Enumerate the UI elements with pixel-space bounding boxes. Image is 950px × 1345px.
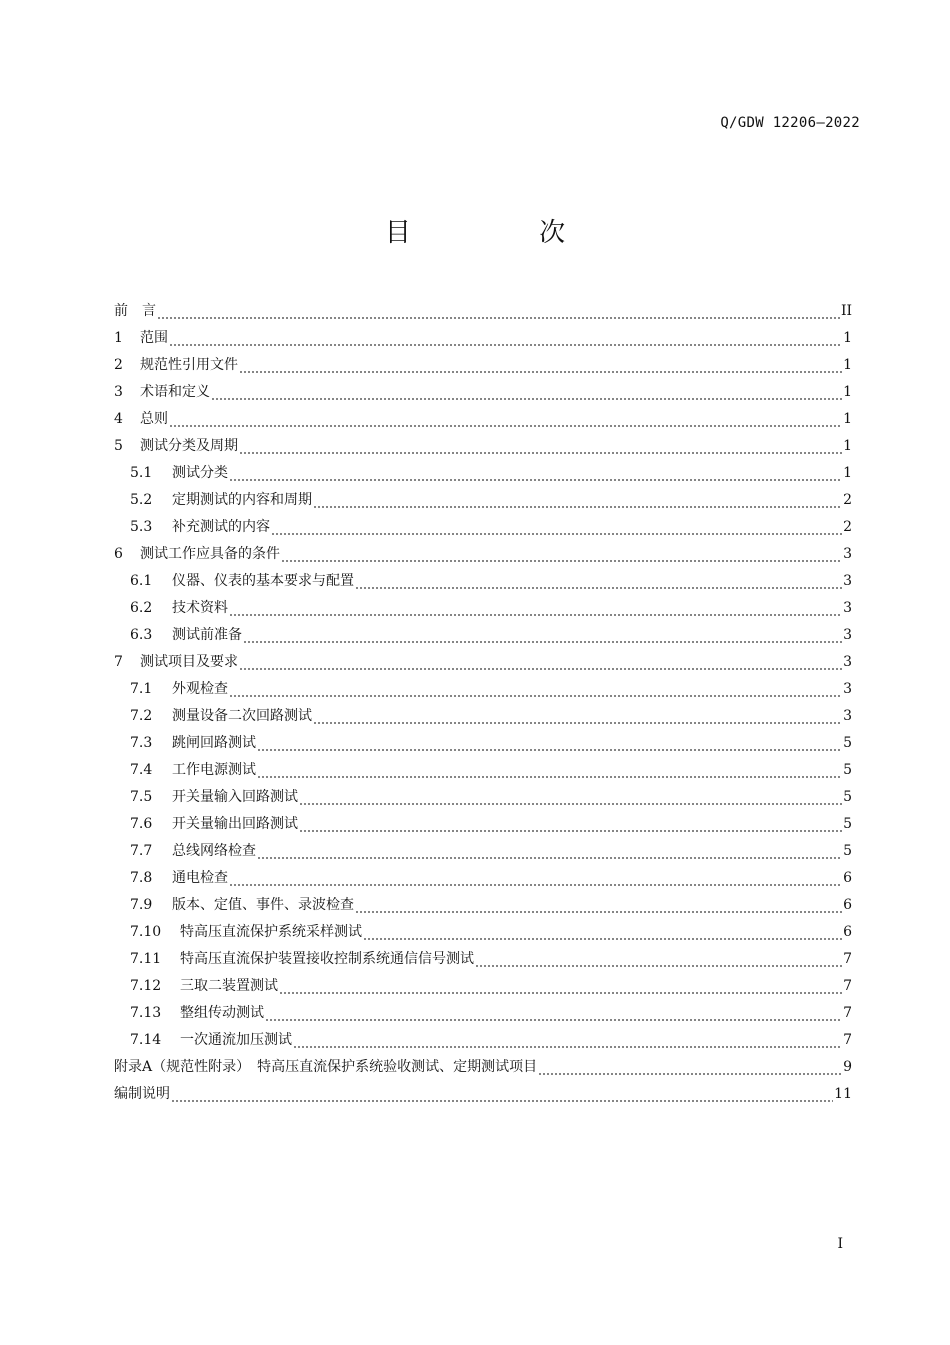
toc-entry[interactable] (114, 1081, 852, 1108)
toc-entry-label: 补充测试的内容 (172, 519, 270, 535)
toc-dot-leader (229, 595, 842, 622)
toc-entry-number: 6.2 (130, 600, 153, 616)
toc-entry[interactable] (114, 703, 852, 730)
toc-entry-number: 4 (114, 411, 123, 427)
toc-entry-page: 11 (834, 1086, 852, 1102)
toc-entry-page: 9 (843, 1059, 852, 1075)
toc-entry-number: 3 (114, 384, 123, 400)
toc-dot-leader (169, 325, 842, 352)
toc-entry-page: 3 (843, 708, 852, 724)
toc-entry-label: 术语和定义 (140, 384, 210, 400)
toc-dot-leader (299, 811, 842, 838)
toc-entry-number: 7 (114, 654, 123, 670)
toc-entry-page: 5 (843, 762, 852, 778)
toc-entry-page: 3 (843, 654, 852, 670)
toc-entry-number: 7.13 (130, 1005, 162, 1021)
toc-entry-label: 特高压直流保护装置接收控制系统通信信号测试 (180, 951, 474, 967)
toc-entry-number: 5 (114, 438, 123, 454)
toc-entry-page: 3 (843, 600, 852, 616)
toc-dot-leader (243, 622, 842, 649)
toc-dot-leader (279, 973, 842, 1000)
toc-entry-page: 5 (843, 735, 852, 751)
toc-entry[interactable] (114, 298, 852, 325)
toc-entry[interactable] (114, 379, 852, 406)
toc-dot-leader (239, 649, 842, 676)
toc-dot-leader (281, 541, 842, 568)
toc-entry[interactable] (114, 676, 852, 703)
toc-entry-number: 6 (114, 546, 123, 562)
toc-entry-number: 7.4 (130, 762, 153, 778)
toc-entry-label: 测试工作应具备的条件 (140, 546, 280, 562)
toc-entry-label: 特高压直流保护系统采样测试 (180, 924, 362, 940)
toc-entry-label: 总则 (140, 411, 168, 427)
toc-entry-page: 1 (843, 438, 852, 454)
toc-entry-label: 整组传动测试 (180, 1005, 264, 1021)
toc-dot-leader (313, 703, 842, 730)
toc-entry[interactable] (114, 649, 852, 676)
toc-entry[interactable] (114, 865, 852, 892)
toc-entry-label: 外观检查 (172, 681, 228, 697)
toc-entry-label: 编制说明 (114, 1086, 170, 1102)
toc-entry[interactable] (114, 838, 852, 865)
toc-entry-label: 总线网络检查 (172, 843, 256, 859)
toc-dot-leader (265, 1000, 842, 1027)
toc-entry-label: 前 言 (114, 303, 156, 319)
toc-entry[interactable] (114, 892, 852, 919)
toc-entry[interactable] (114, 811, 852, 838)
toc-entry-label: 跳闸回路测试 (172, 735, 256, 751)
toc-dot-leader (257, 838, 842, 865)
toc-entry[interactable] (114, 406, 852, 433)
toc-entry[interactable] (114, 352, 852, 379)
toc-entry-number: 7.9 (130, 897, 153, 913)
toc-entry-page: 3 (843, 627, 852, 643)
toc-entry-number: 7.3 (130, 735, 153, 751)
toc-dot-leader (239, 433, 842, 460)
toc-entry-label: 技术资料 (172, 600, 228, 616)
toc-entry-label: 附录A（规范性附录） 特高压直流保护系统验收测试、定期测试项目 (114, 1059, 538, 1075)
toc-entry[interactable] (114, 568, 852, 595)
toc-dot-leader (257, 730, 842, 757)
toc-entry-page: 1 (843, 465, 852, 481)
toc-entry-number: 7.12 (130, 978, 162, 994)
toc-entry-number: 7.11 (130, 951, 162, 967)
toc-entry[interactable] (114, 433, 852, 460)
toc-entry[interactable] (114, 730, 852, 757)
toc-entry-number: 7.5 (130, 789, 153, 805)
toc-entry-page: 3 (843, 573, 852, 589)
toc-entry[interactable] (114, 1000, 852, 1027)
toc-entry-number: 5.1 (130, 465, 153, 481)
toc-entry-label: 测试前准备 (172, 627, 242, 643)
toc-entry-label: 开关量输入回路测试 (172, 789, 298, 805)
toc-entry-page: 1 (843, 357, 852, 373)
toc-entry-label: 定期测试的内容和周期 (172, 492, 312, 508)
toc-dot-leader (355, 568, 842, 595)
toc-dot-leader (313, 487, 842, 514)
toc-entry[interactable] (114, 973, 852, 1000)
toc-dot-leader (271, 514, 842, 541)
toc-dot-leader (239, 352, 842, 379)
toc-dot-leader (257, 757, 842, 784)
toc-entry-label: 测试分类及周期 (140, 438, 238, 454)
toc-entry-page: 6 (843, 897, 852, 913)
toc-title: 目 次 (384, 218, 626, 248)
toc-entry-number: 7.14 (130, 1032, 162, 1048)
toc-entry-label: 仪器、仪表的基本要求与配置 (172, 573, 354, 589)
toc-entry[interactable] (114, 325, 852, 352)
toc-entry-page: 1 (843, 411, 852, 427)
toc-entry[interactable] (114, 1054, 852, 1081)
toc-dot-leader (229, 865, 842, 892)
toc-entry-number: 7.6 (130, 816, 153, 832)
toc-entry-label: 通电检查 (172, 870, 228, 886)
toc-dot-leader (211, 379, 842, 406)
toc-entry-page: 7 (843, 951, 852, 967)
toc-entry-page: 2 (843, 492, 852, 508)
table-of-contents (114, 298, 852, 1108)
toc-entry-page: 7 (843, 1032, 852, 1048)
toc-entry-number: 7.2 (130, 708, 153, 724)
toc-entry[interactable] (114, 784, 852, 811)
toc-entry[interactable] (114, 757, 852, 784)
toc-entry-page: II (840, 303, 852, 319)
toc-entry[interactable] (114, 946, 852, 973)
toc-entry[interactable] (114, 595, 852, 622)
toc-dot-leader (355, 892, 842, 919)
toc-entry-label: 三取二装置测试 (180, 978, 278, 994)
toc-dot-leader (299, 784, 842, 811)
toc-entry-page: 7 (843, 978, 852, 994)
toc-entry-page: 5 (843, 816, 852, 832)
toc-entry-label: 测试项目及要求 (140, 654, 238, 670)
toc-dot-leader (157, 298, 840, 325)
toc-entry-number: 2 (114, 357, 123, 373)
toc-entry-label: 版本、定值、事件、录波检查 (172, 897, 354, 913)
toc-entry-label: 规范性引用文件 (140, 357, 238, 373)
toc-entry[interactable] (114, 919, 852, 946)
page-number: I (837, 1236, 843, 1252)
toc-entry[interactable] (114, 487, 852, 514)
toc-entry[interactable] (114, 514, 852, 541)
toc-entry-number: 6.3 (130, 627, 153, 643)
toc-entry[interactable] (114, 622, 852, 649)
toc-entry[interactable] (114, 1027, 852, 1054)
toc-entry-page: 1 (843, 384, 852, 400)
toc-entry-label: 开关量输出回路测试 (172, 816, 298, 832)
toc-entry-number: 5.3 (130, 519, 153, 535)
toc-entry-number: 5.2 (130, 492, 153, 508)
toc-dot-leader (293, 1027, 842, 1054)
toc-entry-page: 2 (843, 519, 852, 535)
toc-entry-page: 6 (843, 924, 852, 940)
toc-dot-leader (169, 406, 842, 433)
toc-entry-number: 7.10 (130, 924, 162, 940)
toc-entry-label: 一次通流加压测试 (180, 1032, 292, 1048)
toc-entry-number: 6.1 (130, 573, 153, 589)
toc-dot-leader (475, 946, 842, 973)
toc-entry-label: 工作电源测试 (172, 762, 256, 778)
toc-entry-page: 1 (843, 330, 852, 346)
toc-dot-leader (538, 1054, 842, 1081)
toc-entry-label: 范围 (140, 330, 168, 346)
toc-dot-leader (229, 460, 842, 487)
toc-entry-page: 5 (843, 843, 852, 859)
toc-entry-number: 1 (114, 330, 123, 346)
toc-entry-number: 7.1 (130, 681, 153, 697)
toc-entry[interactable] (114, 541, 852, 568)
toc-entry-page: 7 (843, 1005, 852, 1021)
toc-entry-number: 7.8 (130, 870, 153, 886)
toc-entry-page: 3 (843, 681, 852, 697)
toc-entry-page: 5 (843, 789, 852, 805)
toc-entry-label: 测量设备二次回路测试 (172, 708, 312, 724)
toc-entry[interactable] (114, 460, 852, 487)
toc-entry-number: 7.7 (130, 843, 153, 859)
toc-entry-page: 3 (843, 546, 852, 562)
toc-dot-leader (363, 919, 842, 946)
toc-entry-label: 测试分类 (172, 465, 228, 481)
toc-dot-leader (229, 676, 842, 703)
toc-dot-leader (171, 1081, 833, 1108)
toc-entry-page: 6 (843, 870, 852, 886)
document-code: Q/GDW 12206—2022 (720, 115, 860, 131)
